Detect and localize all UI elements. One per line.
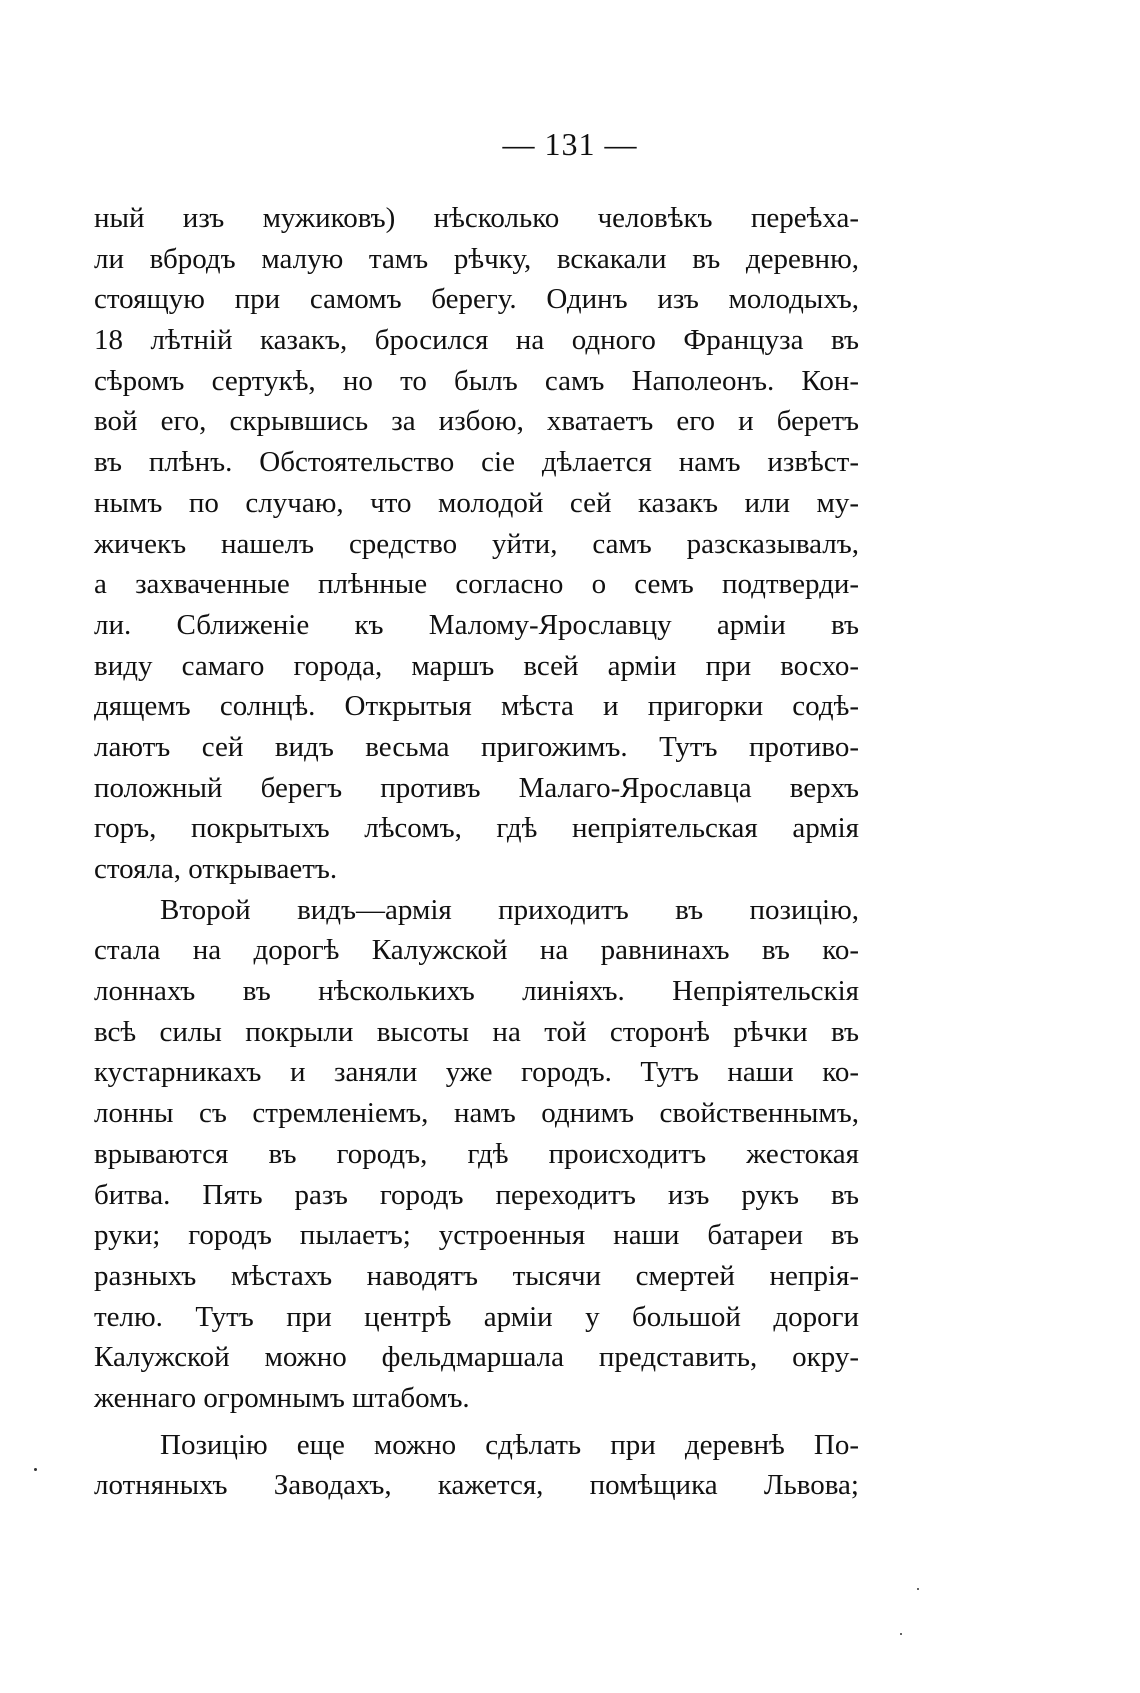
text-line: битва. Пять разъ городъ переходитъ изъ рукъ въ <box>94 1178 859 1211</box>
text-line: вой его, скрывшись за избою, хватаетъ его и беретъ <box>94 405 859 438</box>
paragraph-1 <box>94 198 859 890</box>
text-line: врываются въ городъ, гдѣ происходитъ жестокая <box>94 1137 859 1170</box>
text-line: дящемъ солнцѣ. Открытыя мѣста и пригорки содѣ- <box>94 690 859 723</box>
text-line: лаютъ сей видъ весьма пригожимъ. Тутъ противо- <box>94 730 859 763</box>
text-line: 18 лѣтній казакъ, бросился на одного Француза въ <box>94 324 859 357</box>
text-line: положный берегъ противъ Малаго-Ярославца верхъ <box>94 771 859 804</box>
scan-speck <box>34 1468 37 1471</box>
text-line: ный изъ мужиковъ) нѣсколько человѣкъ переѣха- <box>94 202 859 234</box>
text-line: лонны съ стремленіемъ, намъ однимъ свойственнымъ, <box>94 1097 859 1130</box>
scan-speck <box>900 1633 902 1635</box>
text-line: стоящую при самомъ берегу. Одинъ изъ молодыхъ, <box>94 283 859 316</box>
text-line: женнаго огромнымъ штабомъ. <box>94 1381 470 1414</box>
text-line: лотняныхъ Заводахъ, кажется, помѣщика Львова; <box>94 1469 859 1502</box>
paragraph-2 <box>94 890 859 1419</box>
text-line: руки; городъ пылаетъ; устроенныя наши батареи въ <box>94 1219 859 1252</box>
text-line: а захваченные плѣнные согласно о семъ подтверди- <box>94 568 859 601</box>
text-line: ли. Сближеніе къ Малому-Ярославцу арміи въ <box>94 608 859 641</box>
text-line: лоннахъ въ нѣсколькихъ линіяхъ. Непріятельскія <box>94 975 859 1008</box>
text-line: ли вбродъ малую тамъ рѣчку, вскакали въ деревню, <box>94 242 859 275</box>
body-text <box>94 198 859 1506</box>
text-line: Позицію еще можно сдѣлать при деревнѣ По- <box>160 1428 859 1461</box>
text-line: въ плѣнъ. Обстоятельство сіе дѣлается намъ извѣст- <box>94 446 859 479</box>
text-line: всѣ силы покрыли высоты на той сторонѣ рѣчки въ <box>94 1015 859 1048</box>
text-line: Калужской можно фельдмаршала представить, окру- <box>94 1341 859 1374</box>
text-line: сѣромъ сертукѣ, но то былъ самъ Наполеонъ. Кон- <box>94 364 859 397</box>
text-line: разныхъ мѣстахъ наводятъ тысячи смертей непрія- <box>94 1259 859 1292</box>
page-number: — 131 — <box>502 126 638 162</box>
text-line: горъ, покрытыхъ лѣсомъ, гдѣ непріятельская армія <box>94 812 859 845</box>
text-line: телю. Тутъ при центрѣ арміи у большой дороги <box>94 1300 859 1333</box>
text-line: жичекъ нашелъ средство уйти, самъ разсказывалъ, <box>94 527 859 560</box>
scan-speck <box>917 1588 919 1590</box>
paragraph-3 <box>94 1425 859 1506</box>
text-line: виду самаго города, маршъ всей арміи при восхо- <box>94 649 859 682</box>
text-line: нымъ по случаю, что молодой сей казакъ или му- <box>94 486 859 519</box>
text-line: стояла, открываетъ. <box>94 853 338 885</box>
text-line: стала на дорогѣ Калужской на равнинахъ въ ко- <box>94 934 859 967</box>
text-line: Второй видъ—армія приходитъ въ позицію, <box>160 893 859 926</box>
text-line: кустарникахъ и заняли уже городъ. Тутъ наши ко- <box>94 1056 859 1089</box>
